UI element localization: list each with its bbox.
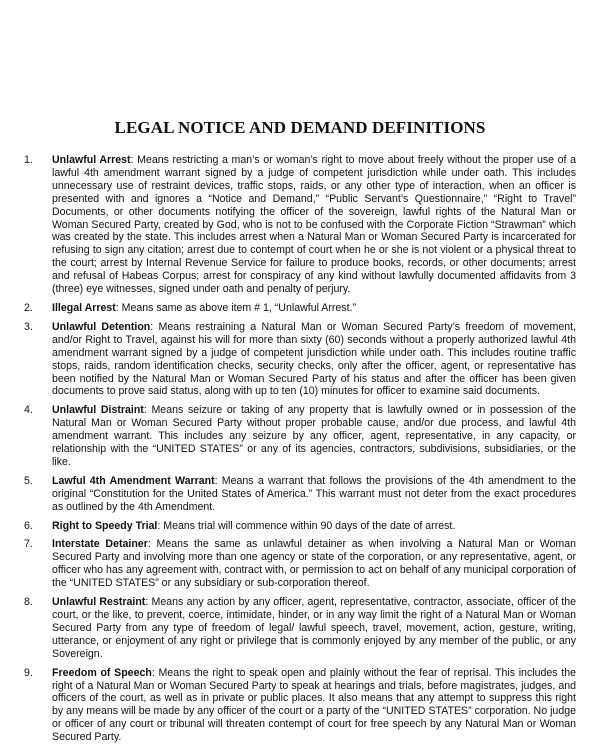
definition-body [52, 404, 576, 469]
definition-item [24, 475, 576, 514]
definition-number: 5. [24, 474, 33, 487]
definition-text: : Means any action by any officer, agent, representative, contractor, associate, officer of the court, or the like, to prevent, coerce, intimidate, hinder, or in any way limit the right of a Natural Man or Woman Secured Party from any type of freedom of legal/ lawful speech, travel, movement, action, gesture, writing, utterance, or enjoyment of any right or privilege that is commonly enjoyed by any member of the public, or any Sovereign. [52, 596, 576, 660]
definition-text: : Means the right to speak open and plainly without the fear of reprisal. This includes the right of a Natural Man or Woman Secured Party to speak at hearings and trials, before magistrates, judges, and officers of the court, as well as in private or public places. It also means that any attempt to suppress this right by any means will be made by any officer of the court or a party of the “UNITED STATES” corporation. No judge or officer of any court or tribunal will threaten contempt of court for free speech by any Natural Man or Woman Secured Party. [52, 666, 576, 744]
definition-term: Right to Speedy Trial [52, 519, 158, 532]
definition-item [24, 321, 576, 398]
definition-term: Unlawful Distraint [52, 404, 144, 417]
definition-item [24, 404, 576, 469]
definition-number: 2. [24, 301, 33, 314]
definition-body [52, 596, 576, 661]
definition-text: : Means restricting a man’s or woman’s right to move about freely without the proper use of a lawful 4th amendment warrant signed by a judge of competent jurisdiction while under oath. This includes unnecessary use of restraint devices, traffic stops, raids, or any other type of interaction, when an officer is presented with and ignores a “Notice and Demand,” “Public Servant’s Questionnaire,” “Right to Travel” Documents, or other documents notifying the officer of the sovereign, lawful rights of the Natural Man or Woman Secured Party, created by God, who is not to be confused with the Corporate Fiction “Strawman” which was created by the state. This includes arrest when a Natural Man or Woman Secured Party is incarcerated for refusing to sign any citation; arrest due to contempt of court when he or she is not violent or a physical threat to the court; arrest by Internal Revenue Service for failure to produce books, records, or other documents; arrest and refusal of Habeas Corpus; arrest for conspiracy of any kind without lawfully documented affidavits from 3 (three) eye witnesses, signed under oath and penalty of perjury. [52, 154, 576, 296]
definition-item [24, 667, 576, 744]
definition-text: : Means seizure or taking of any property that is lawfully owned or in possession of the Natural Man or Woman Secured Party without proper probable cause, and/or due process, and lawful 4th amendment warrant. This includes any seizure by any officer, agent, representative, in any capacity, or relationship with the “UNITED STATES” or any of its agencies, contractors, subdivisions, subsidiaries, or the like. [52, 404, 576, 468]
definition-body [52, 475, 576, 514]
definition-term: Unlawful Arrest [52, 154, 131, 166]
definition-body [52, 302, 576, 315]
definition-term: Interstate Detainer [52, 538, 148, 551]
definition-body [52, 667, 576, 744]
definition-body [52, 154, 576, 296]
definitions-list [24, 154, 576, 744]
definition-item [24, 538, 576, 590]
definition-term: Freedom of Speech [52, 666, 152, 679]
definition-number: 4. [24, 404, 33, 417]
definition-item [24, 154, 576, 296]
definition-number: 8. [24, 596, 33, 609]
definition-term: Unlawful Detention [52, 320, 151, 333]
definition-item [24, 302, 576, 315]
definition-body [52, 538, 576, 590]
definition-text: : Means a warrant that follows the provisions of the 4th amendment to the original “Constitution for the United States of America.” This warrant must not deter from the exact procedures as outlined by the 4th Amendment. [52, 474, 576, 513]
definition-text: : Means the same as unlawful detainer as when involving a Natural Man or Woman Secured Party and involving more than one agency or state of the corporation, or any representative, agent, or officer who has any agreement with, contract with, or permission to act on behalf of any municipal corporation of the “UNITED STATES” or any subsidiary or sub-corporation thereof. [52, 538, 577, 590]
definition-term: Lawful 4th Amendment Warrant [52, 474, 215, 487]
definition-number: 1. [24, 154, 33, 166]
document-title: LEGAL NOTICE AND DEMAND DEFINITIONS [114, 118, 486, 137]
definition-body [52, 520, 576, 533]
definition-term: Illegal Arrest [52, 301, 116, 314]
definition-item [24, 596, 576, 661]
definition-number: 7. [24, 538, 33, 551]
definition-text: : Means trial will commence within 90 days of the date of arrest. [157, 519, 456, 532]
definition-text: : Means same as above item # 1, “Unlawful Arrest.” [115, 301, 357, 314]
definition-term: Unlawful Restraint [52, 596, 146, 609]
definition-number: 3. [24, 320, 33, 333]
definition-item [24, 520, 576, 533]
definition-text: : Means restraining a Natural Man or Woman Secured Party’s freedom of movement, and/or Right to Travel, against his will for more than sixty (60) seconds without a properly authorized lawful 4th amendment warrant signed by a judge of competent jurisdiction while under oath. This includes routine traffic stops, raids, random identification checks, security checks, only after the officer, agent, or representative has been notified by the Natural Man or Woman Secured Party of his status and after the officer has been given documents to prove said status, along with up to ten (10) minutes for officer to examine said documents. [52, 320, 577, 398]
definition-number: 9. [24, 666, 33, 679]
definition-number: 6. [24, 519, 33, 532]
definition-body [52, 321, 576, 398]
